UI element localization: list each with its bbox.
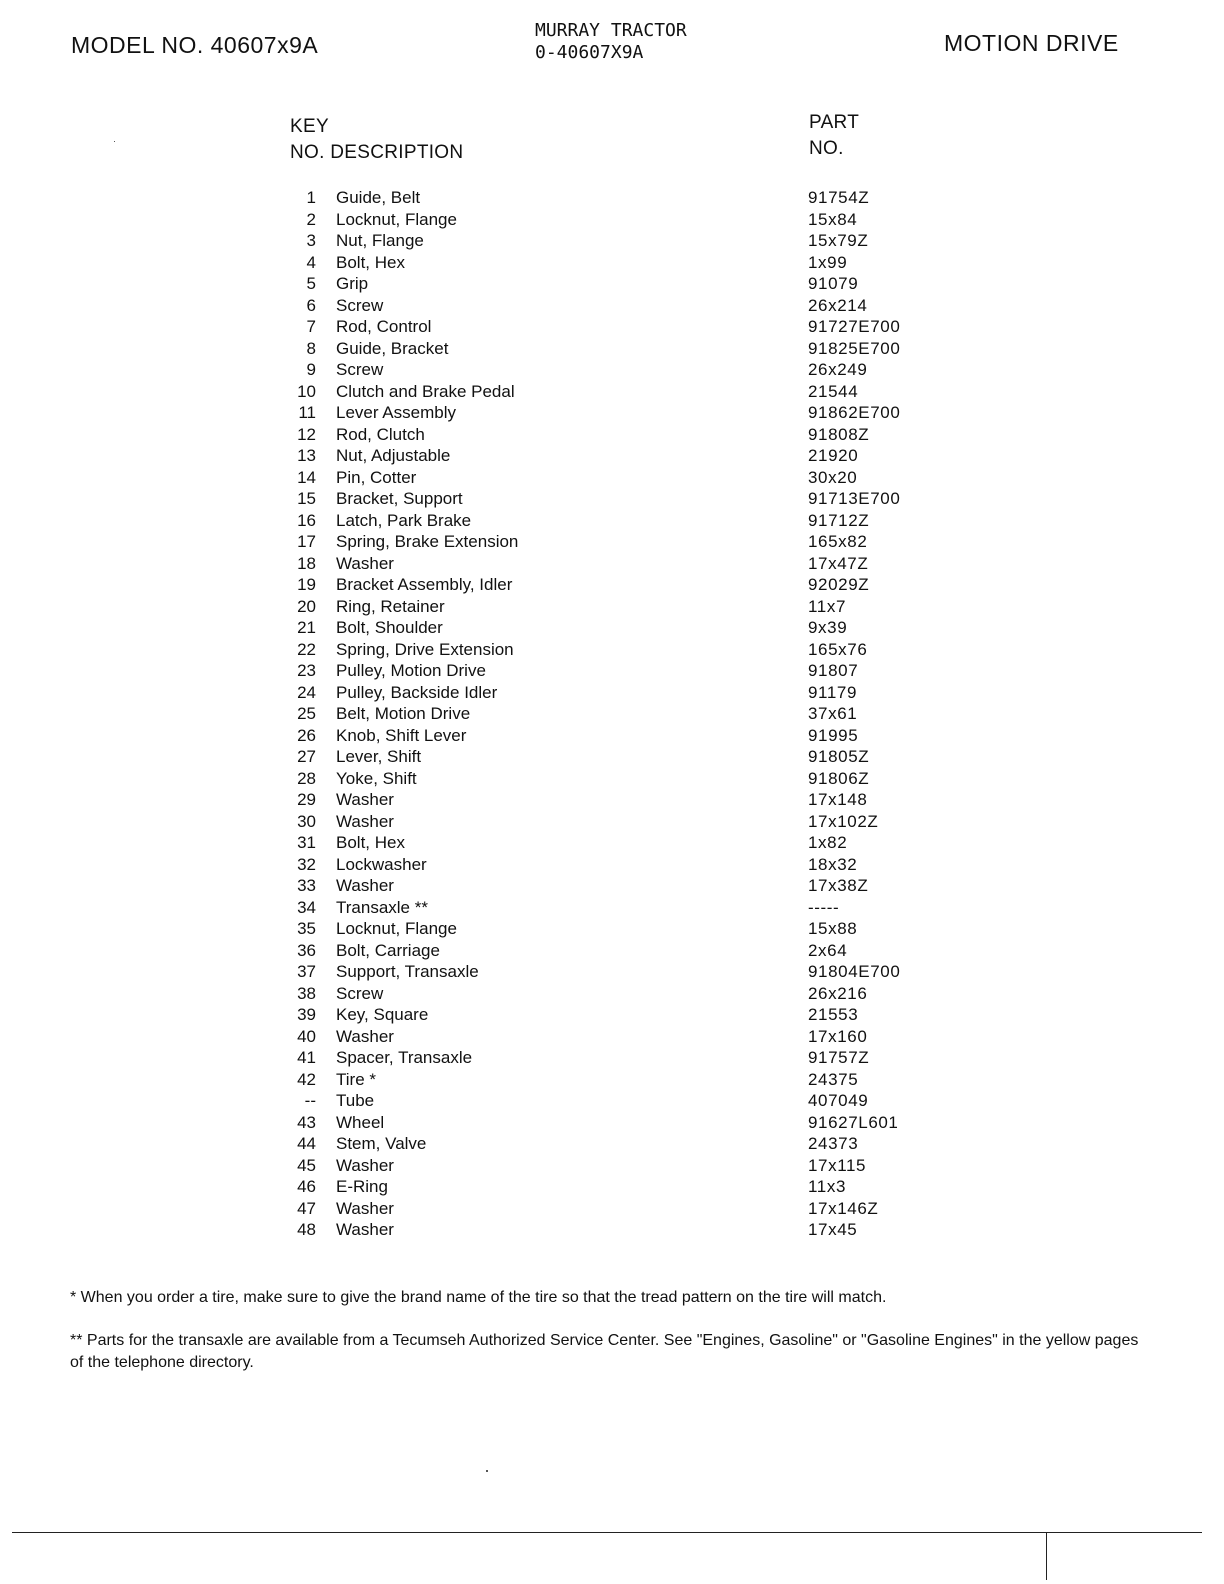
key-number: 21 (297, 618, 316, 637)
part-description: Rod, Control (336, 317, 432, 336)
key-number: 3 (306, 231, 316, 250)
part-number: 91179 (808, 682, 858, 702)
key-number: 17 (297, 532, 316, 551)
part-description: Locknut, Flange (336, 209, 457, 229)
table-row (280, 897, 1000, 919)
part-description: Washer (336, 1026, 394, 1046)
document-title (535, 20, 687, 64)
part-description: Bolt, Shoulder (336, 618, 443, 637)
part-description: Lever Assembly (336, 403, 456, 422)
part-number: 26x214 (808, 295, 868, 315)
key-number: 7 (306, 317, 316, 336)
part-description: Clutch and Brake Pedal (336, 381, 515, 401)
part-number: 407049 (808, 1091, 869, 1110)
key-number: 38 (297, 983, 316, 1003)
part-description: Wheel (336, 1112, 385, 1132)
key-number: 30 (297, 811, 316, 831)
part-description: Bolt, Hex (336, 252, 405, 272)
part-number: 91713E700 (808, 489, 901, 508)
part-number: 91712Z (808, 510, 870, 530)
part-description: Pin, Cotter (336, 467, 417, 487)
table-row (280, 725, 1000, 747)
part-number: 91627L601 (808, 1112, 899, 1132)
key-number: 6 (306, 295, 316, 315)
table-row (280, 875, 1000, 897)
part-number: 21920 (808, 446, 859, 465)
part-number: 17x102Z (808, 811, 879, 831)
key-number: 5 (306, 274, 316, 293)
part-description: Washer (336, 876, 394, 895)
table-row (280, 230, 1000, 252)
table-row (280, 187, 1000, 209)
table-row (280, 703, 1000, 725)
key-number: 29 (297, 790, 316, 809)
part-number: 21544 (808, 381, 859, 401)
part-number: 15x79Z (808, 231, 869, 250)
part-number: 91862E700 (808, 403, 901, 422)
table-row (280, 1026, 1000, 1048)
part-number: 165x82 (808, 532, 868, 551)
table-row (280, 1112, 1000, 1134)
key-number: 43 (297, 1112, 316, 1132)
part-number: 18x32 (808, 854, 858, 874)
part-description: Lockwasher (336, 854, 427, 874)
table-row (280, 531, 1000, 553)
part-number: 37x61 (808, 704, 858, 723)
table-row (280, 273, 1000, 295)
part-header-line2: NO. (809, 138, 844, 159)
part-description: Transaxle ** (336, 897, 428, 917)
key-number: 12 (297, 424, 316, 444)
table-row (280, 295, 1000, 317)
part-number: 17x45 (808, 1220, 858, 1239)
part-description: Bracket Assembly, Idler (336, 575, 513, 594)
part-description: E-Ring (336, 1177, 388, 1196)
bottom-tick (1046, 1532, 1047, 1580)
key-number: 10 (297, 381, 316, 401)
key-number: 44 (297, 1134, 316, 1153)
table-row (280, 1090, 1000, 1112)
part-number: 92029Z (808, 575, 870, 594)
key-number: 45 (297, 1155, 316, 1175)
part-description: Nut, Adjustable (336, 446, 451, 465)
table-row (280, 381, 1000, 403)
table-row (280, 488, 1000, 510)
part-description: Belt, Motion Drive (336, 704, 471, 723)
table-row (280, 1176, 1000, 1198)
part-number: 91804E700 (808, 962, 901, 981)
key-number: 31 (297, 833, 316, 852)
key-number: 25 (297, 704, 316, 723)
product-name: MURRAY TRACTOR (535, 20, 687, 41)
part-description: Bolt, Carriage (336, 940, 440, 960)
table-row (280, 402, 1000, 424)
part-number: 91806Z (808, 768, 870, 788)
part-number: 17x160 (808, 1026, 868, 1046)
part-description: Guide, Belt (336, 188, 421, 207)
part-number: 1x99 (808, 252, 848, 272)
key-number: 9 (306, 360, 316, 379)
part-description: Nut, Flange (336, 231, 424, 250)
key-number: 33 (297, 876, 316, 895)
part-description: Spacer, Transaxle (336, 1048, 473, 1067)
table-row (280, 639, 1000, 661)
table-row (280, 209, 1000, 231)
part-number: 15x88 (808, 919, 858, 938)
part-description: Pulley, Backside Idler (336, 682, 498, 702)
scan-speck (114, 141, 115, 142)
scan-speck (486, 1470, 488, 1472)
table-row (280, 682, 1000, 704)
part-number: 17x115 (808, 1155, 867, 1175)
table-row (280, 510, 1000, 532)
part-number: 17x148 (808, 790, 868, 809)
part-number: 91995 (808, 725, 859, 745)
part-description: Rod, Clutch (336, 424, 425, 444)
table-row (280, 918, 1000, 940)
section-title: MOTION DRIVE (944, 30, 1119, 56)
part-description: Washer (336, 811, 394, 831)
part-number: 17x47Z (808, 553, 869, 573)
description-header: NO. DESCRIPTION (290, 142, 464, 163)
table-row (280, 768, 1000, 790)
bottom-rule (12, 1532, 1202, 1533)
table-row (280, 1198, 1000, 1220)
key-number: 39 (297, 1005, 316, 1024)
part-number: 91825E700 (808, 338, 901, 358)
parts-list (280, 187, 1000, 1241)
table-row (280, 1047, 1000, 1069)
key-number: 27 (297, 747, 316, 766)
table-row (280, 359, 1000, 381)
table-row (280, 252, 1000, 274)
key-number: 2 (306, 209, 316, 229)
part-description: Washer (336, 1198, 394, 1218)
key-number: 13 (297, 446, 316, 465)
part-description: Yoke, Shift (336, 768, 417, 788)
part-description: Screw (336, 983, 384, 1003)
part-description: Tire * (336, 1069, 376, 1089)
part-description: Washer (336, 790, 394, 809)
key-number: 40 (297, 1026, 316, 1046)
key-number: 41 (297, 1048, 316, 1067)
table-row (280, 424, 1000, 446)
table-row (280, 854, 1000, 876)
part-number: 15x84 (808, 209, 858, 229)
table-row (280, 983, 1000, 1005)
key-number: 15 (297, 489, 316, 508)
key-number: 35 (297, 919, 316, 938)
part-description: Screw (336, 360, 384, 379)
table-row (280, 1219, 1000, 1241)
part-description: Key, Square (336, 1005, 429, 1024)
part-number: 9x39 (808, 618, 848, 637)
part-description: Locknut, Flange (336, 919, 457, 938)
part-description: Grip (336, 274, 369, 293)
part-description: Support, Transaxle (336, 962, 479, 981)
part-description: Spring, Drive Extension (336, 639, 514, 659)
part-number: 91808Z (808, 424, 870, 444)
key-number: 14 (297, 467, 316, 487)
part-number: 30x20 (808, 467, 858, 487)
part-number: 26x249 (808, 360, 868, 379)
part-number: 24375 (808, 1069, 859, 1089)
product-code: 0-40607X9A (535, 42, 644, 63)
part-description: Washer (336, 553, 394, 573)
part-number: 17x38Z (808, 876, 869, 895)
key-number: 36 (297, 940, 316, 960)
part-number: 24373 (808, 1134, 859, 1153)
part-number: 91754Z (808, 188, 870, 207)
table-row (280, 596, 1000, 618)
key-number: 8 (306, 338, 316, 358)
part-description: Bolt, Hex (336, 833, 405, 852)
part-number-header (809, 110, 859, 162)
part-description: Ring, Retainer (336, 596, 445, 616)
part-number: 21553 (808, 1005, 859, 1024)
key-number: 4 (306, 252, 316, 272)
table-row (280, 1133, 1000, 1155)
key-number: 37 (297, 962, 316, 981)
table-row (280, 1069, 1000, 1091)
table-row (280, 660, 1000, 682)
key-number: 46 (297, 1177, 316, 1196)
table-row (280, 316, 1000, 338)
part-description: Guide, Bracket (336, 338, 449, 358)
table-row (280, 617, 1000, 639)
table-row (280, 811, 1000, 833)
key-header: KEY (290, 116, 329, 137)
part-description: Latch, Park Brake (336, 510, 472, 530)
part-description: Bracket, Support (336, 489, 463, 508)
part-description: Washer (336, 1220, 394, 1239)
part-number: 91807 (808, 661, 859, 680)
part-number: 91757Z (808, 1048, 870, 1067)
key-number: 23 (297, 661, 316, 680)
part-number: 91079 (808, 274, 859, 293)
part-number: 165x76 (808, 639, 868, 659)
part-header-line1: PART (809, 112, 860, 133)
table-row (280, 1004, 1000, 1026)
part-description: Knob, Shift Lever (336, 725, 467, 745)
part-description: Screw (336, 295, 384, 315)
key-description-header (290, 114, 463, 166)
part-number: 91727E700 (808, 317, 901, 336)
part-number: 2x64 (808, 940, 848, 960)
key-number: 24 (297, 682, 316, 702)
key-number: 16 (297, 510, 316, 530)
table-row (280, 789, 1000, 811)
footnote-transaxle: ** Parts for the transaxle are available from a Tecumseh Authorized Service Center. See "Engines, Gasoline" or "Gasoline Engines" in the yellow pages of the telephone directory. (70, 1332, 1139, 1371)
key-number: 19 (297, 575, 316, 594)
part-description: Tube (336, 1091, 375, 1110)
key-number: -- (304, 1091, 316, 1110)
key-number: 11 (298, 403, 316, 422)
table-row (280, 467, 1000, 489)
key-number: 26 (297, 725, 316, 745)
key-number: 34 (297, 897, 316, 917)
key-number: 47 (297, 1198, 316, 1218)
part-number: ----- (808, 897, 840, 917)
model-number: MODEL NO. 40607x9A (71, 32, 319, 58)
key-number: 42 (297, 1069, 316, 1089)
table-row (280, 746, 1000, 768)
table-row (280, 574, 1000, 596)
table-row (280, 553, 1000, 575)
footnote-tire: * When you order a tire, make sure to give the brand name of the tire so that the tread pattern on the tire will match. (70, 1289, 887, 1306)
key-number: 32 (297, 854, 316, 874)
table-row (280, 832, 1000, 854)
part-number: 1x82 (808, 833, 848, 852)
part-number: 26x216 (808, 983, 868, 1003)
key-number: 22 (297, 639, 316, 659)
part-description: Lever, Shift (336, 747, 422, 766)
part-description: Stem, Valve (336, 1134, 427, 1153)
key-number: 20 (297, 596, 316, 616)
part-description: Washer (336, 1155, 394, 1175)
part-number: 11x3 (808, 1177, 847, 1196)
key-number: 48 (297, 1220, 316, 1239)
part-number: 17x146Z (808, 1198, 879, 1218)
part-number: 11x7 (808, 596, 847, 616)
key-number: 28 (297, 768, 316, 788)
table-row (280, 1155, 1000, 1177)
key-number: 1 (306, 188, 316, 207)
key-number: 18 (297, 553, 316, 573)
part-description: Pulley, Motion Drive (336, 661, 486, 680)
table-row (280, 338, 1000, 360)
part-description: Spring, Brake Extension (336, 532, 519, 551)
table-row (280, 961, 1000, 983)
part-number: 91805Z (808, 747, 870, 766)
table-row (280, 445, 1000, 467)
table-row (280, 940, 1000, 962)
